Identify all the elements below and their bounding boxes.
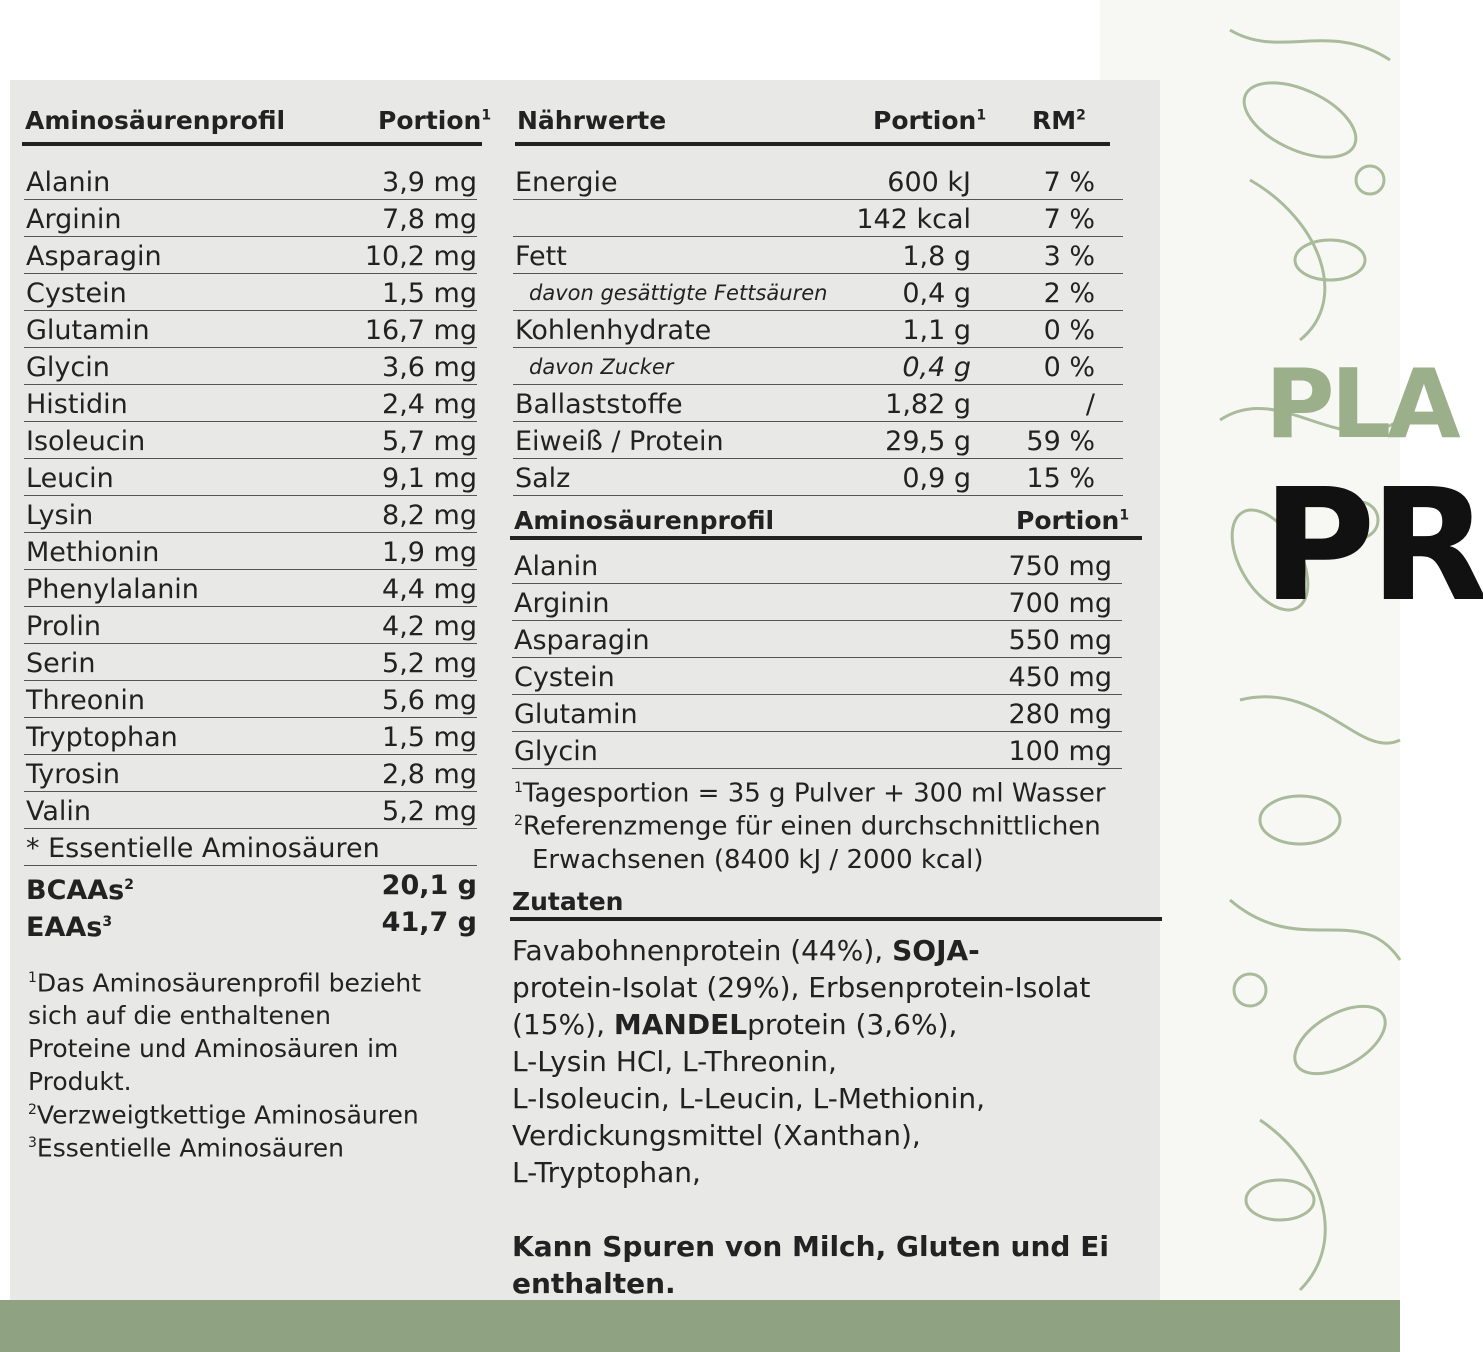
nutrient-name: Fett [515, 241, 567, 272]
nutrient-portion: 1,8 g [902, 241, 971, 272]
nutrient-name: Salz [515, 463, 571, 494]
table-row [512, 657, 1122, 695]
table-row [513, 199, 1123, 237]
amino2-name: Asparagin [514, 625, 650, 656]
amino2-value: 750 mg [1008, 551, 1112, 582]
left-footnote-3: $^3$Essentielle Aminosäuren [28, 1133, 345, 1163]
amino-name: Glycin [26, 352, 110, 383]
table-row [513, 421, 1123, 459]
amino2-name: Alanin [514, 551, 599, 582]
left-footnote-1: $^1$Das Aminosäurenprofil bezieht sich auf die enthaltenen Proteine und Aminosäuren im Produkt. [28, 968, 422, 1097]
amino2-value: 100 mg [1008, 736, 1112, 767]
bcaa-row: BCAAs$^2$ 20,1 g [26, 870, 477, 906]
amino2-value: 450 mg [1008, 662, 1112, 693]
table-row [24, 347, 477, 385]
amino-name: Arginin [26, 204, 122, 235]
amino-name: Lysin [26, 500, 94, 531]
amino-value: 3,9 mg [382, 167, 477, 198]
table-row [512, 583, 1122, 621]
nutrition-header: Nährwerte [517, 106, 667, 135]
table-row [24, 754, 477, 792]
amino-value: 3,6 mg [382, 352, 477, 383]
amino-value: 1,5 mg [382, 278, 477, 309]
amino-name: Leucin [26, 463, 114, 494]
table-row [513, 384, 1123, 422]
nutrient-portion: 142 kcal [856, 204, 971, 235]
nutrient-portion: 29,5 g [885, 426, 971, 457]
amino-value: 4,4 mg [382, 574, 477, 605]
nutrient-name: Eiweiß / Protein [515, 426, 724, 457]
ingredients-text: Favabohnenprotein (44%), SOJA- protein-Isolat (29%), Erbsenprotein-Isolat (15%), MANDELprotein (3,6%), L-Lysin HCl, L-Threonin, L-Isoleucin, L-Leucin, L-Methionin, Verdickungsmittel (Xanthan), L-Tryptophan, [512, 934, 1091, 1189]
amino-name: Asparagin [26, 241, 162, 272]
nutrient-name: Kohlenhydrate [515, 315, 712, 346]
brand-name-bottom: PR [1262, 455, 1483, 636]
amino2-value: 280 mg [1008, 699, 1112, 730]
table-row [512, 694, 1122, 732]
table-row [512, 731, 1122, 769]
nutrient-portion: 0,4 g [902, 352, 971, 383]
nutrient-rm: 15 % [1026, 463, 1095, 494]
amino-value: 5,2 mg [382, 648, 477, 679]
amino-name: Serin [26, 648, 96, 679]
table-row [513, 347, 1123, 385]
table-row [24, 606, 477, 644]
table-row [24, 384, 477, 422]
amino2-header: Aminosäurenprofil [514, 506, 775, 535]
amino-name: Prolin [26, 611, 101, 642]
amino2-name: Glutamin [514, 699, 638, 730]
brand-name-top: PLA [1265, 350, 1457, 460]
amino-value: 2,8 mg [382, 759, 477, 790]
table-row [512, 620, 1122, 658]
nutrient-rm: 0 % [1043, 352, 1095, 383]
table-row [512, 546, 1122, 584]
table-row [24, 458, 477, 496]
nutrition-rm-header: $RM^2$ [1032, 106, 1086, 135]
ingredients-divider [510, 917, 1162, 921]
amino2-name: Glycin [514, 736, 598, 767]
amino-value: 1,5 mg [382, 722, 477, 753]
amino-value: 16,7 mg [364, 315, 477, 346]
nutrient-portion: 1,82 g [885, 389, 971, 420]
nutrient-portion: 600 kJ [887, 167, 971, 198]
nutrient-name: davon Zucker [529, 355, 674, 379]
table-row [24, 236, 477, 274]
amino-name: Tryptophan [26, 722, 178, 753]
table-row [24, 569, 477, 607]
nutrient-rm: 3 % [1043, 241, 1095, 272]
amino-name: Threonin [26, 685, 145, 716]
allergen-notice: Kann Spuren von Milch, Gluten und Ei enthalten. [512, 1230, 1109, 1300]
amino-value: 5,6 mg [382, 685, 477, 716]
amino-value: 5,7 mg [382, 426, 477, 457]
amino2-value: 700 mg [1008, 588, 1112, 619]
essential-note: * Essentielle Aminosäuren [24, 828, 477, 866]
table-row [24, 310, 477, 348]
table-row [24, 421, 477, 459]
amino-value: 1,9 mg [382, 537, 477, 568]
nutrition-portion-header: Portion$^1$ [873, 106, 987, 135]
nutrient-portion: 0,9 g [902, 463, 971, 494]
amino2-name: Cystein [514, 662, 615, 693]
header-divider [22, 142, 482, 146]
amino-name: Glutamin [26, 315, 150, 346]
nutrient-rm: 2 % [1043, 278, 1095, 309]
nutrient-rm: 7 % [1043, 167, 1095, 198]
amino-value: 4,2 mg [382, 611, 477, 642]
amino-name: Alanin [26, 167, 111, 198]
table-row [24, 680, 477, 718]
table-row [24, 495, 477, 533]
amino-value: 9,1 mg [382, 463, 477, 494]
nutrient-name: davon gesättigte Fettsäuren [529, 281, 828, 305]
nutrient-name: Energie [515, 167, 618, 198]
amino-name: Methionin [26, 537, 160, 568]
nutrient-name: Ballaststoffe [515, 389, 683, 420]
table-row [24, 717, 477, 755]
nutrient-portion: 0,4 g [902, 278, 971, 309]
table-row [24, 791, 477, 829]
nutrient-rm: 7 % [1043, 204, 1095, 235]
table-row [513, 162, 1123, 200]
nutrition-header-divider [515, 142, 1110, 146]
table-row [24, 643, 477, 681]
amino-name: Isoleucin [26, 426, 146, 457]
amino-value: 10,2 mg [364, 241, 477, 272]
left-footnote-2: $^2$Verzweigtkettige Aminosäuren [28, 1100, 419, 1130]
nutrient-portion: 1,1 g [902, 315, 971, 346]
amino-name: Cystein [26, 278, 127, 309]
amino2-value: 550 mg [1008, 625, 1112, 656]
amino-portion-header: Portion$^1$ [378, 106, 492, 135]
amino2-footnote-2: $^2$Referenzmenge für einen durchschnittlichen Erwachsenen (8400 kJ / 2000 kcal) [514, 811, 1101, 875]
amino-profile-header: Aminosäurenprofil [25, 106, 286, 135]
amino-value: 5,2 mg [382, 796, 477, 827]
table-row [24, 532, 477, 570]
amino2-header-divider [510, 536, 1142, 540]
table-row [513, 310, 1123, 348]
amino2-name: Arginin [514, 588, 610, 619]
nutrient-rm: / [1085, 389, 1095, 420]
amino-name: Valin [26, 796, 92, 827]
amino-value: 8,2 mg [382, 500, 477, 531]
eaa-row: EAAs$^3$ 41,7 g [26, 907, 477, 943]
table-row [513, 273, 1123, 311]
amino-value: 7,8 mg [382, 204, 477, 235]
nutrient-rm: 0 % [1043, 315, 1095, 346]
footer-band [0, 1300, 1400, 1352]
table-row [24, 162, 477, 200]
table-row [24, 273, 477, 311]
amino2-footnote-1: $^1$Tagesportion = 35 g Pulver + 300 ml Wasser [514, 778, 1106, 809]
nutrient-rm: 59 % [1026, 426, 1095, 457]
amino-name: Histidin [26, 389, 128, 420]
table-row [513, 458, 1123, 496]
table-row [513, 236, 1123, 274]
ingredients-header: Zutaten [512, 887, 624, 916]
table-row [24, 199, 477, 237]
amino2-portion-header: Portion$^1$ [1016, 506, 1130, 535]
amino-value: 2,4 mg [382, 389, 477, 420]
amino-name: Phenylalanin [26, 574, 199, 605]
amino-name: Tyrosin [26, 759, 120, 790]
